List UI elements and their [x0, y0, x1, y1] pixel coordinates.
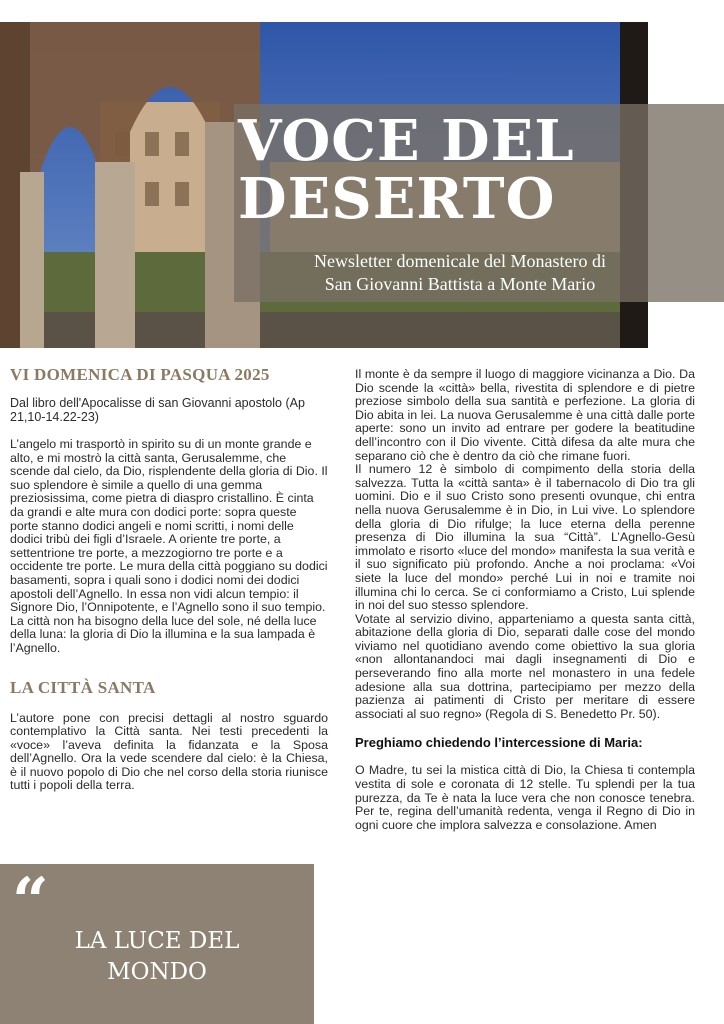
newsletter-subtitle [250, 250, 670, 296]
left-column [10, 365, 328, 793]
subtitle-line-1: Newsletter domenicale del Monastero di [314, 251, 606, 271]
quote-text [0, 926, 314, 988]
quote-line-2: MONDO [107, 959, 207, 985]
prayer-heading: Preghiamo chiedendo l’intercessione di Maria: [355, 735, 643, 751]
quote-mark-icon: “ [12, 864, 49, 939]
title-line-1: VOCE DEL [238, 108, 575, 174]
section-title-holy-city: LA CITTÀ SANTA [10, 677, 156, 697]
section-title-sunday: VI DOMENICA DI PASQUA 2025 [10, 365, 270, 384]
quote-line-1: LA LUCE DEL [74, 928, 240, 954]
commentary-paragraph-2: Il numero 12 è simbolo di compimento della storia della salvezza. Tutta la «città santa» è il tabernacolo di Dio tra gli uomini. Dio e il suo Cristo sono presenti ovunque, chi entra nella nuova Gerusalemme è in Dio, in Lui vive. Lo splendore della gloria di Dio rifulge; la luce eterna della perenne presenza di Dio illumina la sua “Città”. L’Agnello-Gesù immolato e risorto «luce del mondo» manifesta la sua verità e il suo significato più profondo. Anche a noi proclama: «Voi siete la luce del mondo» perché Lui in noi e tramite noi illumina chi lo cerca. Se ci conformiamo a Cristo, Lui splende in noi del suo stesso splendore. [355, 462, 695, 613]
commentary-body [355, 368, 695, 721]
title-line-2: DESERTO [238, 166, 556, 232]
reading-reference: Dal libro dell'Apocalisse di san Giovanni apostolo (Ap 21,10-14.22-23) [10, 396, 305, 424]
right-column [355, 368, 695, 832]
commentary-intro: L’autore pone con precisi dettagli al nostro sguardo contemplativo la Città santa. Nei testi precedenti la «voce» l’aveva definita la fidanzata e la Sposa dell’Agnello. Ora la vede scendere dal cielo: è la Chiesa, è il nuovo popolo di Dio che nel corso della storia riunisce tutti i popoli della terra. [10, 710, 328, 793]
subtitle-line-2: San Giovanni Battista a Monte Mario [324, 274, 596, 294]
reading-text: L’angelo mi trasportò in spirito su di un monte grande e alto, e mi mostrò la città santa, Gerusalemme, che scende dal cielo, da Dio, risplendente della gloria di Dio. Il suo splendore è simile a quello di una gemma preziosissima, come pietra di diaspro cristallino. È cinta da grandi e alte mura con dodici porte: sopra queste porte stanno dodici angeli e nomi scritti, i nomi delle dodici tribù dei figli d’Israele. A oriente tre porte, a settentrione tre porte, a mezzogiorno tre porte e a occidente tre porte. Le mura della città poggiano su dodici basamenti, sopra i quali sono i dodici nomi dei dodici apostoli dell’Agnello. In essa non vidi alcun tempio: il Signore Dio, l’Onnipotente, e l’Agnello sono il suo tempio. La città non ha bisogno della luce del sole, né della luce della luna: la gloria di Dio la illumina e la sua lampada è l’Agnello. [10, 437, 328, 655]
commentary-paragraph-1: Il monte è da sempre il luogo di maggiore vicinanza a Dio. Da Dio scende la «città» bella, rivestita di splendore e di pietre preziose simbolo della sua santità e perfezione. La gloria di Dio abita in lei. La nuova Gerusalemme è una città dalle porte aperte: sono un invito ad entrare per godere la beatitudine dell’incontro con il Dio vivente. Città difesa da alte mura che separano ciò che è dentro da ciò che rimane fuori. [355, 367, 695, 463]
commentary-paragraph-3: Votate al servizio divino, apparteniamo a questa santa città, abitazione della gloria di Dio, separati dalle cose del mondo viviamo nel quotidiano avendo come obiettivo la sua gloria «non allontanandoci mai dagli insegnamenti di Dio e perseverando fino alla morte nel monastero in una fedele adesione alla sua dottrina, partecipiamo per mezzo della pazienza ai patimenti di Cristo per meritare di essere associati al suo regno» (Regola di S. Benedetto Pr. 50). [355, 611, 695, 721]
newsletter-title [238, 108, 658, 232]
prayer-text: O Madre, tu sei la mistica città di Dio, la Chiesa ti contempla vestita di sole e coronata di 12 stelle. Tu splendi per la tua purezza, da Te è nata la luce vera che non conosce tenebra. Per te, regina dell’umanità redenta, venga il Regno di Dio in ogni cuore che implora salvezza e consolazione. Amen [355, 763, 695, 832]
